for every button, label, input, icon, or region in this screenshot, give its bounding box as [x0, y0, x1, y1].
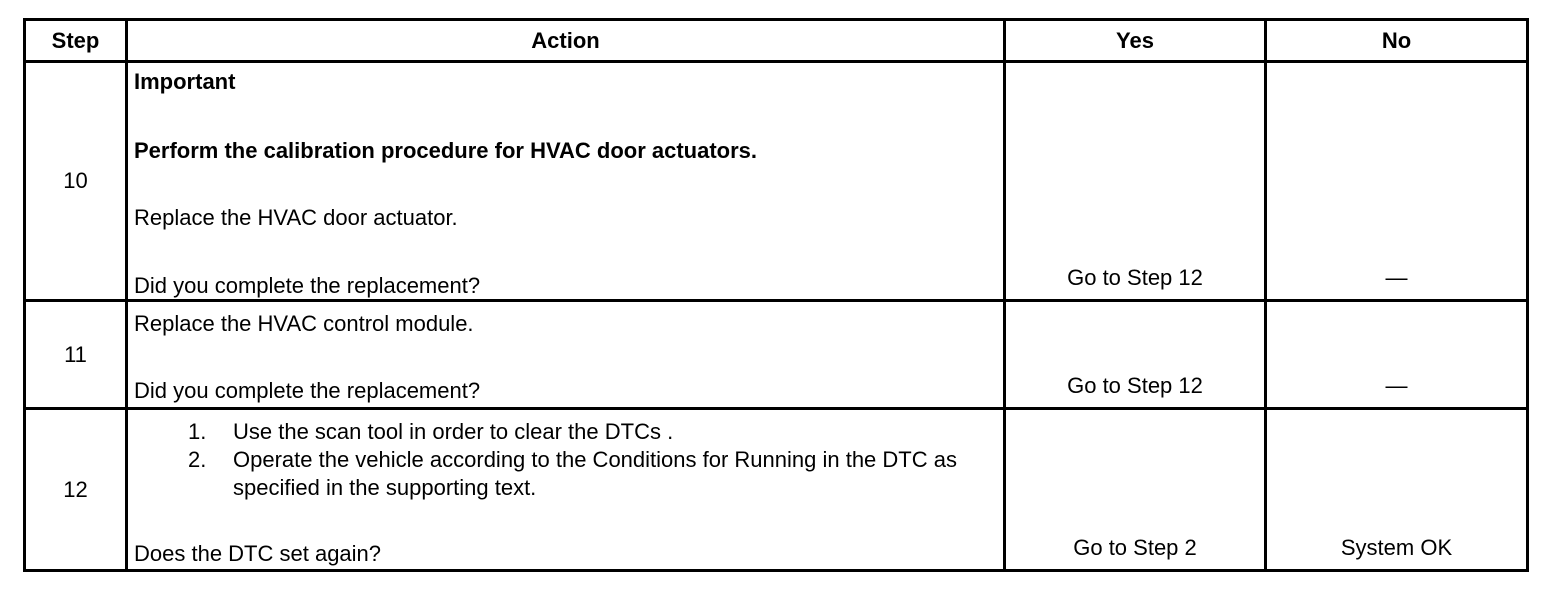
action-question: Did you complete the replacement? — [134, 273, 481, 298]
no-cell — [1266, 301, 1528, 409]
table-row-step-11 — [25, 301, 1528, 409]
list-item-text: Operate the vehicle according to the Conditions for Running in the DTC as specified in the supporting text. — [233, 447, 957, 500]
header-no: No — [1266, 20, 1528, 62]
yes-result: Go to Step 12 — [1067, 373, 1203, 398]
table-row-step-10 — [25, 62, 1528, 301]
no-cell — [1266, 62, 1528, 301]
action-instruction: Replace the HVAC control module. — [134, 311, 474, 336]
list-item — [134, 446, 973, 502]
important-label: Important — [134, 69, 236, 94]
no-cell — [1266, 409, 1528, 571]
yes-cell — [1005, 409, 1266, 571]
yes-cell — [1005, 62, 1266, 301]
action-instruction: Replace the HVAC door actuator. — [134, 205, 458, 230]
action-steps-list — [134, 418, 973, 502]
action-question: Does the DTC set again? — [134, 541, 382, 566]
no-result: — — [1385, 265, 1408, 290]
yes-result: Go to Step 2 — [1073, 535, 1197, 560]
action-question: Did you complete the replacement? — [134, 378, 481, 403]
no-result: — — [1385, 373, 1408, 398]
list-item-number: 2. — [188, 447, 207, 472]
header-yes: Yes — [1005, 20, 1266, 62]
yes-cell — [1005, 301, 1266, 409]
list-item-number: 1. — [188, 419, 207, 444]
no-result: System OK — [1340, 535, 1453, 560]
table-row-step-12 — [25, 409, 1528, 571]
header-row — [25, 20, 1528, 62]
action-cell — [127, 409, 1005, 571]
step-number: 11 — [25, 301, 127, 409]
list-item — [134, 418, 973, 446]
step-number: 10 — [25, 62, 127, 301]
important-note: Perform the calibration procedure for HVAC door actuators. — [134, 138, 758, 163]
header-step: Step — [25, 20, 127, 62]
list-item-text: Use the scan tool in order to clear the DTCs . — [233, 419, 674, 444]
diagnostic-table — [23, 18, 1529, 572]
header-action: Action — [127, 20, 1005, 62]
action-cell — [127, 301, 1005, 409]
yes-result: Go to Step 12 — [1067, 265, 1203, 290]
step-number: 12 — [25, 409, 127, 571]
action-cell — [127, 62, 1005, 301]
